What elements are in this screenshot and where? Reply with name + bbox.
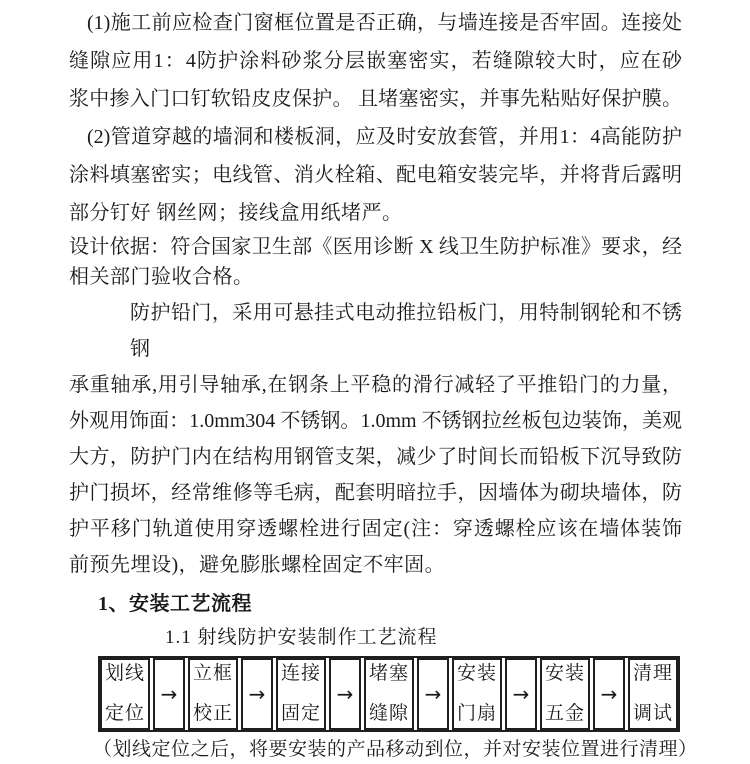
right-arrow-icon: → bbox=[329, 658, 361, 730]
subsection-heading: 1.1 射线防护安装制作工艺流程 bbox=[165, 627, 438, 648]
flow-step bbox=[364, 658, 414, 730]
right-arrow-icon: → bbox=[593, 658, 625, 730]
body-line: 前预先埋设)，避免膨胀螺栓固定不牢固。 bbox=[69, 554, 446, 576]
flow-step bbox=[628, 658, 678, 730]
flow-step-text: 安装 bbox=[456, 663, 497, 684]
process-flow-table bbox=[98, 656, 680, 732]
flow-step-text: 校正 bbox=[192, 703, 233, 724]
right-arrow-icon: → bbox=[153, 658, 185, 730]
paragraph-2 bbox=[69, 118, 682, 232]
body-line: 浆中掺入门口钉软铅皮皮保护。 且堵塞密实，并事先粘贴好保护膜。 bbox=[69, 88, 682, 110]
body-line: 部分钉好 钢丝网；接线盒用纸堵严。 bbox=[69, 202, 403, 224]
flow-step-text: 安装 bbox=[544, 663, 585, 684]
body-line: 缝隙应用1：4防护涂料砂浆分层嵌塞密实，若缝隙较大时，应在砂 bbox=[69, 50, 682, 72]
body-line: 防护铅门，采用可悬挂式电动推拉铅板门，用特制钢轮和不锈钢 bbox=[130, 302, 682, 360]
flow-step-text: 五金 bbox=[544, 703, 585, 724]
flow-step-text: 定位 bbox=[104, 703, 145, 724]
body-line: 护门损坏，经常维修等毛病，配套明暗拉手，因墙体为砌块墙体，防 bbox=[69, 482, 682, 504]
body-line: 外观用饰面：1.0mm304 不锈钢。1.0mm 不锈钢拉丝板包边装饰，美观 bbox=[69, 410, 682, 432]
flow-step-text: 堵塞 bbox=[368, 663, 409, 684]
body-line: 护平移门轨道使用穿透螺栓进行固定(注：穿透螺栓应该在墙体装饰 bbox=[69, 518, 682, 540]
paragraph-lead-door bbox=[69, 295, 682, 583]
right-arrow-icon: → bbox=[417, 658, 449, 730]
flow-step-text: 立框 bbox=[192, 663, 233, 684]
flow-step bbox=[540, 658, 590, 730]
flow-step-text: 调试 bbox=[632, 703, 673, 724]
right-arrow-icon: → bbox=[505, 658, 537, 730]
body-line: (1)施工前应检查门窗框位置是否正确，与墙连接是否牢固。连接处 bbox=[87, 12, 682, 34]
body-line: (2)管道穿越的墙洞和楼板洞，应及时安放套管，并用1：4高能防护 bbox=[87, 126, 682, 148]
body-line: 承重轴承,用引导轴承,在钢条上平稳的滑行减轻了平推铅门的力量， bbox=[69, 374, 682, 396]
flow-step-text: 划线 bbox=[104, 663, 145, 684]
table-note: （划线定位之后，将要安装的产品移动到位，并对安装位置进行清理） bbox=[93, 739, 698, 760]
paragraph-design-basis bbox=[69, 232, 682, 292]
flow-step bbox=[276, 658, 326, 730]
body-line: 设计依据：符合国家卫生部《医用诊断 X 线卫生防护标准》要求，经 bbox=[69, 236, 682, 258]
body-line: 大方，防护门内在结构用钢管支架，减少了时间长而铅板下沉导致防 bbox=[69, 446, 682, 468]
flow-step-text: 缝隙 bbox=[368, 703, 409, 724]
flow-step-text: 固定 bbox=[280, 703, 321, 724]
flow-step bbox=[452, 658, 502, 730]
right-arrow-icon: → bbox=[241, 658, 273, 730]
flow-step-text: 连接 bbox=[280, 663, 321, 684]
flow-step bbox=[188, 658, 238, 730]
paragraph-1 bbox=[69, 4, 682, 118]
body-line: 涂料填塞密实；电线管、消火栓箱、配电箱安装完毕，并将背后露明 bbox=[69, 164, 682, 186]
section-heading: 1、安装工艺流程 bbox=[98, 593, 252, 615]
flow-step bbox=[100, 658, 150, 730]
body-line: 相关部门验收合格。 bbox=[69, 266, 254, 288]
flow-step-text: 门扇 bbox=[456, 703, 497, 724]
flow-step-text: 清理 bbox=[632, 663, 673, 684]
